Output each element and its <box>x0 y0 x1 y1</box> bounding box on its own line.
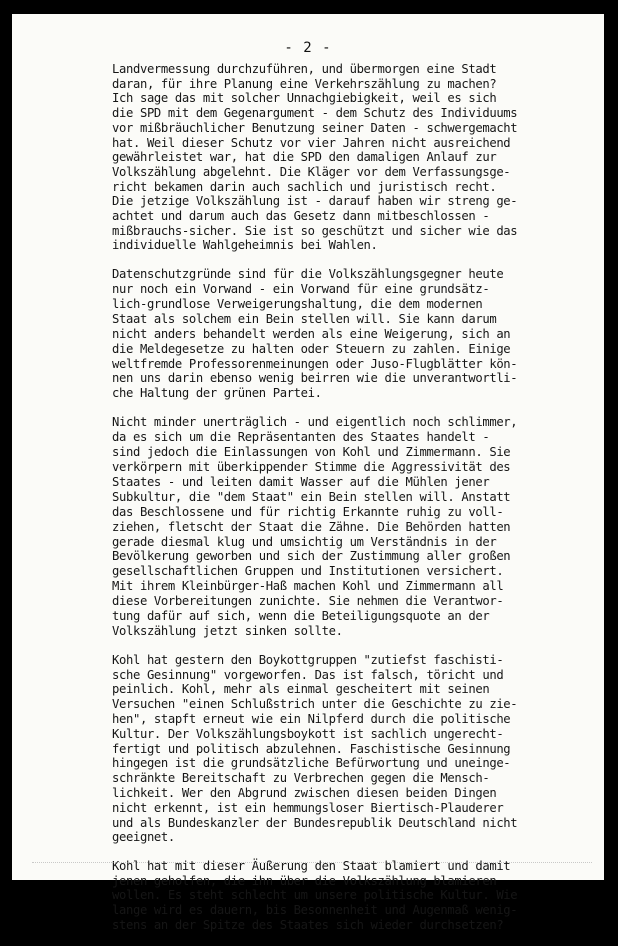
text-line: weltfremde Professorenmeinungen oder Juso-Flugblätter kön- <box>112 356 518 371</box>
text-line: die SPD mit dem Gegenargument - dem Schutz des Individuums <box>112 106 518 121</box>
text-line: che Haltung der grünen Partei. <box>112 386 322 401</box>
text-line: nicht erkennt, ist ein hemmungsloser Biertisch-Plauderer <box>112 800 504 815</box>
text-line: hen", stapft erneut wie ein Nilpferd durch die politische <box>112 712 511 727</box>
text-line: Versuchen "einen Schlußstrich unter die Geschichte zu zie- <box>112 697 518 712</box>
text-line: Staates - und leiten damit Wasser auf die Mühlen jener <box>112 474 490 489</box>
text-line: wollen. Es steht schlecht um unsere politische Kultur. Wie <box>112 888 518 903</box>
text-line: Kohl hat gestern den Boykottgruppen "zutiefst faschisti- <box>112 652 504 667</box>
paragraph-4 <box>112 653 572 845</box>
text-line: Bevölkerung geworben und sich der Zustimmung aller großen <box>112 549 511 564</box>
text-line: Kohl hat mit dieser Äußerung den Staat blamiert und damit <box>112 859 511 874</box>
text-line: mißbrauchs-sicher. Sie ist so geschützt und sicher wie das <box>112 223 518 238</box>
text-line: das Beschlossene und für richtig Erkannte ruhig zu voll- <box>112 504 504 519</box>
document-body <box>112 62 572 946</box>
text-line: geeignet. <box>112 830 175 845</box>
paragraph-5 <box>112 859 572 932</box>
text-line: Volkszählung abgelehnt. Die Kläger vor dem Verfassungsge- <box>112 164 511 179</box>
text-line: Volkszählung jetzt sinken sollte. <box>112 623 343 638</box>
text-line: lange wird es dauern, bis Besonnenheit und Augenmaß wenig- <box>112 903 518 918</box>
paragraph-2 <box>112 267 572 401</box>
paragraph-3 <box>112 415 572 639</box>
page-number: - 2 - <box>284 40 332 56</box>
text-line: nur noch ein Vorwand - ein Vorwand für eine grundsätz- <box>112 282 490 297</box>
text-line: achtet und darum auch das Gesetz dann mitbeschlossen - <box>112 209 490 224</box>
text-line: hingegen ist die grundsätzliche Befürwortung und uneinge- <box>112 756 511 771</box>
text-line: da es sich um die Repräsentanten des Staates handelt - <box>112 430 490 445</box>
text-line: Die jetzige Volkszählung ist - darauf haben wir streng ge- <box>112 194 518 209</box>
text-line: sind jedoch die Einlassungen von Kohl und Zimmermann. Sie <box>112 445 511 460</box>
text-line: Kultur. Der Volkszählungsboykott ist sachlich ungerecht- <box>112 726 504 741</box>
text-line: lichkeit. Wer den Abgrund zwischen diesen beiden Dingen <box>112 786 497 801</box>
text-line: richt bekamen darin auch sachlich und juristisch recht. <box>112 179 497 194</box>
text-line: diese Vorbereitungen zunichte. Sie nehmen die Verantwor- <box>112 594 504 609</box>
text-line: stens an der Spitze des Staates sich wieder durchsetzen? <box>112 917 504 932</box>
text-line: die Meldegesetze zu halten oder Steuern zu zahlen. Einige <box>112 341 511 356</box>
text-line: jenen geholfen, die ihn über die Volkszählung blamieren <box>112 873 497 888</box>
text-line: Subkultur, die "dem Staat" ein Bein stellen will. Anstatt <box>112 489 511 504</box>
text-line: gesellschaftlichen Gruppen und Institutionen versichert. <box>112 564 504 579</box>
text-line: Nicht minder unerträglich - und eigentlich noch schlimmer, <box>112 415 518 430</box>
text-line: nen uns darin ebenso wenig beirren wie die unverantwortli- <box>112 371 518 386</box>
scan-artifact <box>32 862 592 865</box>
text-line: gewährleistet war, hat die SPD den damaligen Anlauf zur <box>112 150 497 165</box>
text-line: tung dafür auf sich, wenn die Beteiligungsquote an der <box>112 609 490 624</box>
text-line: Ich sage das mit solcher Unnachgiebigkeit, weil es sich <box>112 91 497 106</box>
text-line: vor mißbräuchlicher Benutzung seiner Daten - schwergemacht <box>112 120 518 135</box>
text-line: peinlich. Kohl, mehr als einmal gescheitert mit seinen <box>112 682 490 697</box>
text-line: und als Bundeskanzler der Bundesrepublik Deutschland nicht <box>112 815 518 830</box>
text-line: schränkte Bereitschaft zu Verbrechen gegen die Mensch- <box>112 771 490 786</box>
text-line: verkörpern mit überkippender Stimme die Aggressivität des <box>112 460 511 475</box>
text-line: Landvermessung durchzuführen, und übermorgen eine Stadt <box>112 62 497 76</box>
text-line: individuelle Wahlgeheimnis bei Wahlen. <box>112 238 378 253</box>
text-line: Staat als solchem ein Bein stellen will. Sie kann darum <box>112 311 497 326</box>
text-line: nicht anders behandelt werden als eine Weigerung, sich an <box>112 326 511 341</box>
text-line: Mit ihrem Kleinbürger-Haß machen Kohl und Zimmermann all <box>112 579 504 594</box>
text-line: gerade diesmal klug und umsichtig um Verständnis in der <box>112 534 497 549</box>
paragraph-1 <box>112 62 572 253</box>
text-line: fertigt und politisch abzulehnen. Faschistische Gesinnung <box>112 741 511 756</box>
text-line: lich-grundlose Verweigerungshaltung, die dem modernen <box>112 296 483 311</box>
text-line: hat. Weil dieser Schutz vor vier Jahren nicht ausreichend <box>112 135 511 150</box>
text-line: sche Gesinnung" vorgeworfen. Das ist falsch, töricht und <box>112 667 504 682</box>
text-line: daran, für ihre Planung eine Verkehrszählung zu machen? <box>112 76 497 91</box>
document-page <box>12 14 604 932</box>
text-line: Datenschutzgründe sind für die Volkszählungsgegner heute <box>112 267 504 282</box>
text-line: ziehen, fletscht der Staat die Zähne. Die Behörden hatten <box>112 519 511 534</box>
